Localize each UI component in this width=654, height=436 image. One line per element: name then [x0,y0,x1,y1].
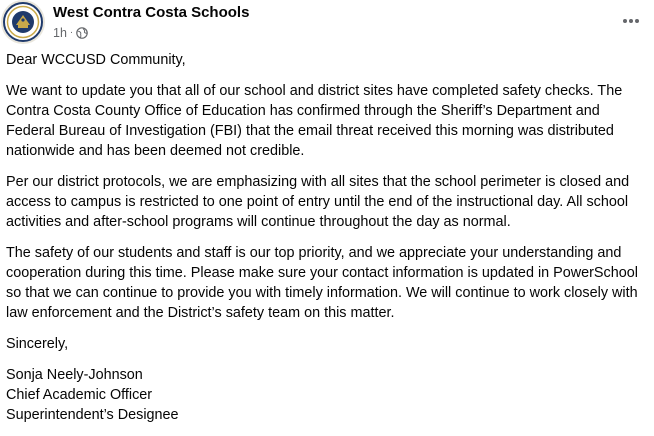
post-body [6,50,646,436]
more-options-button[interactable] [620,10,642,32]
page-name-link[interactable]: West Contra Costa Schools [53,4,250,21]
post-paragraph-2: Per our district protocols, we are emphasizing with all sites that the school perimeter is closed and access to campus is restricted to one point of entry until the end of the instructional day. All school activities and after-school programs will continue throughout the day as normal. [6,174,630,230]
post-paragraph-1: We want to update you that all of our school and district sites have completed safety checks. The Contra Costa County Office of Education has confirmed through the Sheriff’s Department and Federal Bureau of Investigation (FBI) that the email threat received this morning was distributed nationwide and has been deemed not credible. [6,83,623,159]
more-options-icon [622,18,640,24]
district-seal-icon [1,0,45,44]
post-meta [53,25,88,41]
post-greeting: Dear WCCUSD Community, [6,52,186,68]
meta-separator: · [69,27,74,38]
globe-icon [76,27,88,39]
signature-title: Chief Academic Officer [6,387,153,403]
post-paragraph-3: The safety of our students and staff is our top priority, and we appreciate your understanding and cooperation during this time. Please make sure your contact information is updated in PowerSchool so that we can continue to provide you with timely information. We will continue to work closely with law enforcement and the District’s safety team on this matter. [6,245,638,321]
post-timestamp[interactable]: 1h [53,26,67,40]
post-header [0,0,654,44]
post-closing: Sincerely, [6,336,69,352]
signature-name: Sonja Neely-Johnson [6,367,143,383]
post-signature [6,365,646,425]
page-avatar[interactable] [1,0,45,44]
signature-role: Superintendent’s Designee [6,407,179,423]
